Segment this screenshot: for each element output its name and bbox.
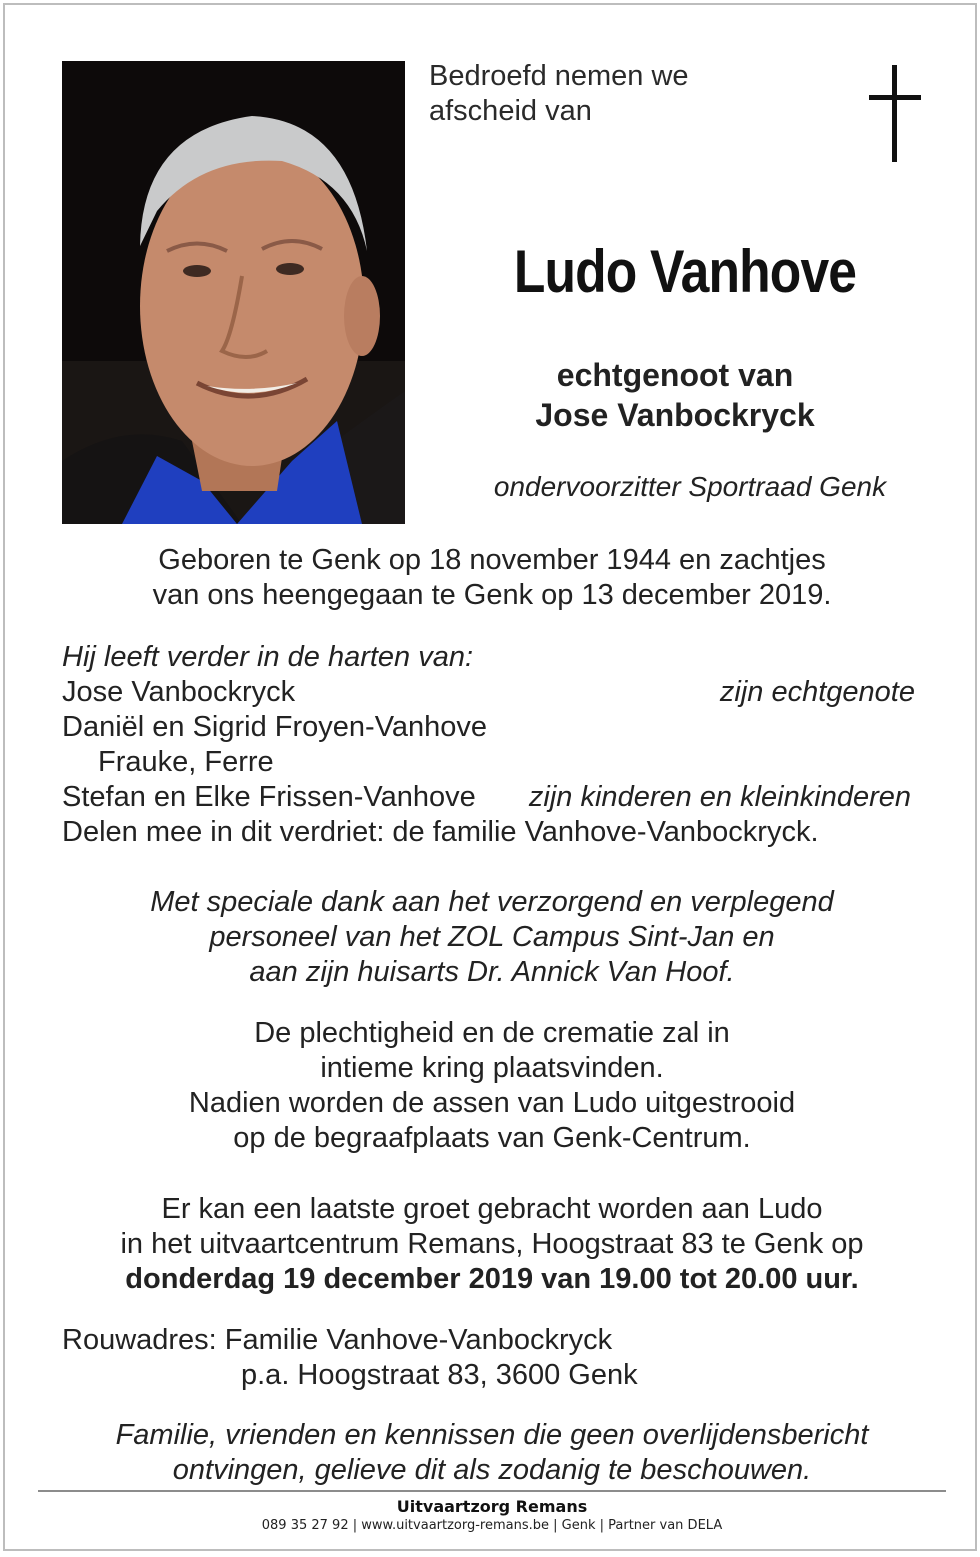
deceased-name: Ludo Vanhove (513, 238, 857, 305)
family-row-relation: zijn kinderen en kleinkinderen (528, 781, 911, 813)
notice-line: ontvingen, gelieve dit als zodanig te beschouwen. (172, 1454, 812, 1486)
visitation-datetime: donderdag 19 december 2019 van 19.00 tot 20.00 uur. (125, 1263, 859, 1295)
birth-line: Geboren te Genk op 18 november 1944 en zachtjes (158, 544, 826, 576)
family-row-name: Delen mee in dit verdriet: de familie Vanhove-Vanbockryck. (62, 816, 819, 848)
portrait-illustration (62, 61, 405, 524)
funeral-home-contact: 089 35 27 92 | www.uitvaartzorg-remans.be | Genk | Partner van DELA (261, 1518, 723, 1533)
spouse-label: echtgenoot van (556, 357, 794, 393)
footer-divider (38, 1490, 946, 1492)
spouse-name: Jose Vanbockryck (535, 397, 815, 433)
thanks-line: personeel van het ZOL Campus Sint-Jan en (209, 921, 775, 953)
birth-death-text (5, 543, 979, 613)
ceremony-line: intieme kring plaatsvinden. (320, 1052, 664, 1084)
thanks-text (5, 885, 979, 990)
thanks-line: Met speciale dank aan het verzorgend en verplegend (150, 886, 834, 918)
notice-text (5, 1418, 979, 1488)
intro-text (429, 59, 689, 129)
visitation-line: in het uitvaartcentrum Remans, Hoogstraat 83 te Genk op (120, 1228, 864, 1260)
family-row-name: Daniël en Sigrid Froyen-Vanhove (62, 711, 488, 743)
mourning-address-street: p.a. Hoogstraat 83, 3600 Genk (241, 1359, 638, 1391)
cross-icon (865, 65, 925, 165)
notice-line: Familie, vrienden en kennissen die geen overlijdensbericht (115, 1419, 869, 1451)
visitation-text (5, 1192, 979, 1297)
spouse-block (405, 355, 945, 435)
thanks-line: aan zijn huisarts Dr. Annick Van Hoof. (249, 956, 735, 988)
ceremony-line: op de begraafplaats van Genk-Centrum. (233, 1122, 751, 1154)
mourning-address: Rouwadres: Familie Vanhove-Vanbockryck (62, 1324, 613, 1356)
family-row-name: Stefan en Elke Frissen-Vanhove (62, 781, 476, 813)
family-row-name: Frauke, Ferre (98, 746, 274, 778)
ceremony-line: Nadien worden de assen van Ludo uitgestrooid (188, 1087, 796, 1119)
family-heading: Hij leeft verder in de harten van: (62, 641, 474, 673)
ceremony-text (5, 1016, 979, 1156)
deceased-role: ondervoorzitter Sportraad Genk (493, 471, 887, 502)
portrait-photo (62, 61, 405, 524)
death-line: van ons heengegaan te Genk op 13 december 2019. (152, 579, 832, 611)
family-row-name: Jose Vanbockryck (62, 676, 296, 708)
ceremony-line: De plechtigheid en de crematie zal in (254, 1017, 730, 1049)
intro-line-2: afscheid van (429, 95, 592, 127)
intro-line-1: Bedroefd nemen we (429, 60, 689, 92)
obituary-card (3, 3, 977, 1551)
family-row-relation: zijn echtgenote (719, 676, 915, 708)
funeral-home-name: Uitvaartzorg Remans (396, 1497, 588, 1516)
visitation-line: Er kan een laatste groet gebracht worden aan Ludo (161, 1193, 823, 1225)
